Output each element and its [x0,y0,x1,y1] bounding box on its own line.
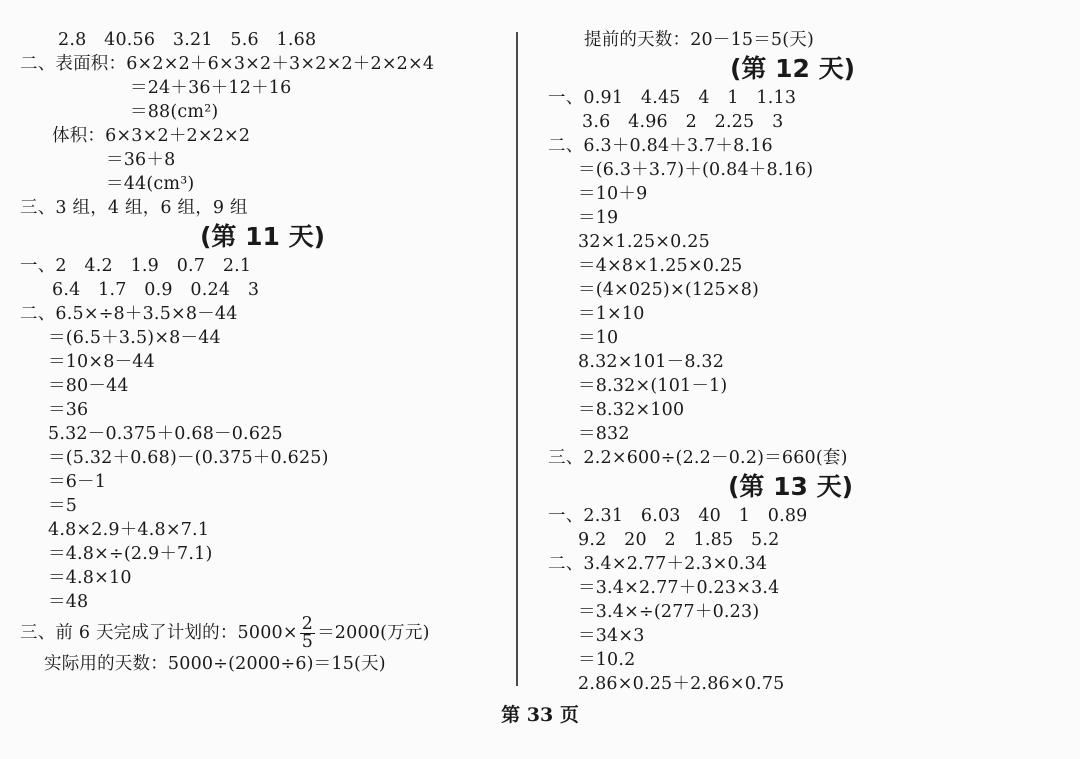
answer-line-with-fraction [20,614,500,652]
answer-line: ＝88(cm²) [130,102,219,122]
answer-line: 体积：6×3×2＋2×2×2 [52,126,251,146]
answer-line: 6.4 1.7 0.9 0.24 3 [52,280,260,300]
answer-line: ＝(5.32＋0.68)－(0.375＋0.625) [48,448,329,468]
right-column [548,28,1068,696]
answer-line: ＝36 [48,400,89,420]
answer-line: 一、2 4.2 1.9 0.7 2.1 [20,256,252,276]
answer-line: ＝5 [48,496,78,516]
answer-line: 2.8 40.56 3.21 5.6 1.68 [58,30,317,50]
answer-line: ＝8.32×(101－1) [578,376,728,396]
fraction-denominator: 5 [301,632,314,652]
answer-line: 二、3.4×2.77＋2.3×0.34 [548,554,768,574]
answer-line: ＝4.8×10 [48,568,132,588]
answer-line: ＝(6.5＋3.5)×8－44 [48,328,221,348]
answer-line: ＝19 [578,208,619,228]
answer-line: ＝832 [578,424,630,444]
fraction-suffix: ＝2000(万元) [317,623,430,643]
day-heading: (第 11 天) [200,222,326,251]
answer-line: 2.86×0.25＋2.86×0.75 [578,674,785,694]
page-number: 第 33 页 [501,704,579,726]
fraction [300,616,315,651]
answer-line: ＝1×10 [578,304,645,324]
answer-line: ＝36＋8 [106,150,176,170]
column-divider [516,32,518,686]
answer-line: ＝6－1 [48,472,107,492]
answer-line: 8.32×101－8.32 [578,352,725,372]
answer-line: ＝10×8－44 [48,352,155,372]
answer-line: 二、6.3＋0.84＋3.7＋8.16 [548,136,773,156]
answer-line: 3.6 4.96 2 2.25 3 [582,112,784,132]
answer-line: 提前的天数：20－15＝5(天) [584,30,815,50]
answer-line: 实际用的天数：5000÷(2000÷6)＝15(天) [44,654,386,674]
answer-line: ＝4×8×1.25×0.25 [578,256,743,276]
answer-line: ＝10.2 [578,650,636,670]
day-heading: (第 12 天) [730,54,856,83]
answer-line: ＝(6.3＋3.7)＋(0.84＋8.16) [578,160,814,180]
answer-line: 二、6.5×÷8＋3.5×8－44 [20,304,238,324]
fraction-prefix: 三、前 6 天完成了计划的：5000× [20,623,298,643]
answer-line: ＝4.8×÷(2.9＋7.1) [48,544,213,564]
answer-line: ＝34×3 [578,626,645,646]
answer-line: ＝3.4×÷(277＋0.23) [578,602,760,622]
fraction-numerator: 2 [301,614,314,634]
answer-line: ＝80－44 [48,376,129,396]
answer-line: 5.32－0.375＋0.68－0.625 [48,424,283,444]
answer-line: ＝3.4×2.77＋0.23×3.4 [578,578,780,598]
answer-line: 三、2.2×600÷(2.2－0.2)＝660(套) [548,448,848,468]
answer-line: 32×1.25×0.25 [578,232,710,252]
answer-line: ＝44(cm³) [106,174,195,194]
answer-line: ＝10＋9 [578,184,648,204]
answer-line: 一、2.31 6.03 40 1 0.89 [548,506,808,526]
answer-line: ＝(4×025)×(125×8) [578,280,760,300]
answer-line: ＝24＋36＋12＋16 [130,78,292,98]
answer-line: 4.8×2.9＋4.8×7.1 [48,520,210,540]
answer-line: 二、表面积：6×2×2＋6×3×2＋3×2×2＋2×2×4 [20,54,435,74]
answer-line: ＝8.32×100 [578,400,685,420]
answer-line: ＝48 [48,592,89,612]
day-heading: (第 13 天) [728,472,854,501]
answer-line: 一、0.91 4.45 4 1 1.13 [548,88,797,108]
answer-line: 9.2 20 2 1.85 5.2 [578,530,780,550]
answer-line: ＝10 [578,328,619,348]
answer-line: 三、3 组，4 组，6 组，9 组 [20,198,248,218]
left-column [20,28,500,676]
